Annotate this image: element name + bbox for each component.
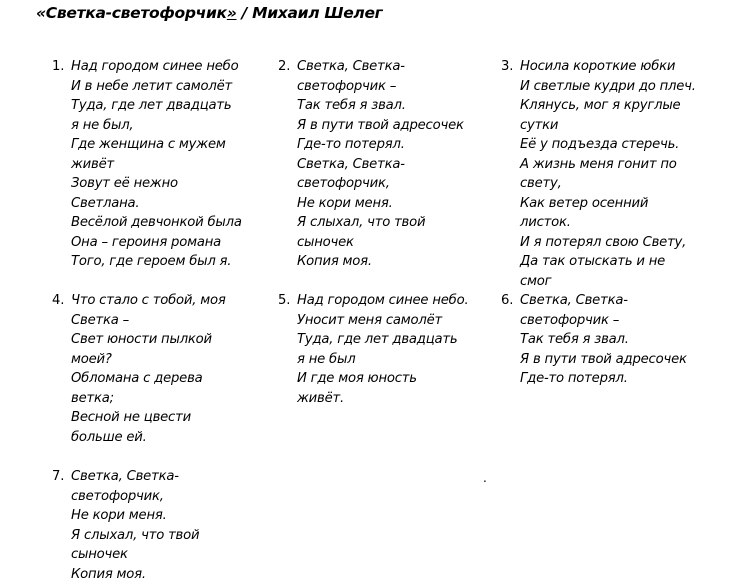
song-title-close-quote: » xyxy=(226,4,237,22)
stanza-number: 3. xyxy=(501,59,514,74)
stanza-lines xyxy=(520,291,687,389)
verse-line: Над городом синее небо. xyxy=(297,293,469,308)
verse-line: светофорчик – xyxy=(520,312,620,328)
verse-line: сутки xyxy=(520,117,559,133)
stanza-lines xyxy=(297,57,464,272)
stanza-lines xyxy=(297,291,468,408)
verse-line: Туда, где лет двадцать xyxy=(71,98,232,113)
verse-line: я не был xyxy=(297,351,356,367)
stanza-number: 5. xyxy=(278,293,291,308)
song-title: «Светка-светофорчик xyxy=(36,4,227,22)
verse-line: И светлые кудри до плеч. xyxy=(520,78,696,94)
verse-line: Она – героиня романа xyxy=(71,234,222,250)
verse-line: Весёлой девчонкой была xyxy=(71,215,242,230)
stanza-3 xyxy=(501,57,696,291)
verse-line: Светка, Светка- xyxy=(297,59,405,74)
verse-line: Я слыхал, что твой xyxy=(297,215,426,230)
stanza-lines xyxy=(71,467,199,584)
stanza-number: 7. xyxy=(52,469,65,484)
verse-line: Светлана. xyxy=(71,195,140,211)
verse-line: Так тебя я звал. xyxy=(297,98,406,113)
author-name: Михаил Шелег xyxy=(252,4,383,22)
verse-line: И где моя юность xyxy=(297,371,417,386)
verse-line: светофорчик, xyxy=(71,488,164,504)
stray-dot: . xyxy=(483,471,487,485)
stanza-lines xyxy=(71,291,226,447)
verse-line: Весной не цвести xyxy=(71,410,191,425)
verse-line: Копия моя. xyxy=(71,566,146,582)
verse-line: Светка, Светка- xyxy=(520,293,628,308)
stanza-7 xyxy=(52,467,199,584)
verse-line: живёт xyxy=(71,156,115,172)
verse-line: сыночек xyxy=(297,234,354,250)
stanza-number: 1. xyxy=(52,59,65,74)
verse-line: больше ей. xyxy=(71,429,147,445)
stanza-4 xyxy=(52,291,226,447)
verse-line: я не был, xyxy=(71,117,134,133)
verse-line: Светка, Светка- xyxy=(297,156,405,172)
verse-line: Над городом синее небо xyxy=(71,59,239,74)
verse-line: Копия моя. xyxy=(297,254,372,269)
verse-line: Я в пути твой адресочек xyxy=(520,351,687,367)
verse-line: смог xyxy=(520,273,552,289)
verse-line: Что стало с тобой, моя xyxy=(71,293,226,308)
stanza-number: 6. xyxy=(501,293,514,308)
stanza-number: 4. xyxy=(52,293,65,308)
verse-line: моей? xyxy=(71,351,112,367)
verse-line: Светка – xyxy=(71,312,130,328)
verse-line: Где женщина с мужем xyxy=(71,137,226,152)
stanza-number: 2. xyxy=(278,59,291,74)
verse-line: И в небе летит самолёт xyxy=(71,78,233,94)
verse-line: светофорчик – xyxy=(297,78,397,94)
verse-line: сыночек xyxy=(71,547,128,562)
stanza-2 xyxy=(278,57,464,272)
verse-line: листок. xyxy=(520,215,571,230)
verse-line: Да так отыскать и не xyxy=(520,254,666,269)
verse-line: Где-то потерял. xyxy=(520,371,628,386)
verse-line: живёт. xyxy=(297,390,345,406)
verse-line: Светка, Светка- xyxy=(71,469,179,484)
verse-line: Так тебя я звал. xyxy=(520,332,629,347)
stanza-lines xyxy=(520,57,696,291)
verse-line: Носила короткие юбки xyxy=(520,59,676,74)
verse-line: Туда, где лет двадцать xyxy=(297,332,458,347)
verse-line: светофорчик, xyxy=(297,176,390,191)
verse-line: свету, xyxy=(520,176,562,191)
verse-line: Зовут её нежно xyxy=(71,176,178,191)
verse-line: Уносит меня самолёт xyxy=(297,312,443,328)
verse-line: Того, где героем был я. xyxy=(71,254,232,269)
verse-line: ветка; xyxy=(71,390,114,406)
verse-line: Её у подъезда стеречь. xyxy=(520,137,680,152)
stanza-5 xyxy=(278,291,468,408)
verse-line: И я потерял свою Свету, xyxy=(520,234,687,250)
title-separator: / xyxy=(236,4,253,22)
verse-line: Не кори меня. xyxy=(71,508,167,523)
verse-line: Я в пути твой адресочек xyxy=(297,117,464,133)
stanza-1 xyxy=(52,57,242,272)
verse-line: Клянусь, мог я круглые xyxy=(520,98,681,113)
verse-line: Обломана с дерева xyxy=(71,371,203,386)
stanza-6 xyxy=(501,291,687,389)
verse-line: Как ветер осенний xyxy=(520,195,649,211)
stanza-lines xyxy=(71,57,242,272)
verse-line: Не кори меня. xyxy=(297,195,393,211)
verse-line: А жизнь меня гонит по xyxy=(520,156,677,172)
verse-line: Где-то потерял. xyxy=(297,137,405,152)
verse-line: Я слыхал, что твой xyxy=(71,527,200,543)
verse-line: Свет юности пылкой xyxy=(71,332,212,347)
document-title xyxy=(36,4,383,22)
